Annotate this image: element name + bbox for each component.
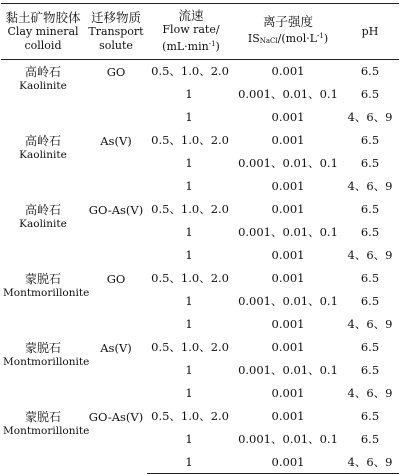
flow-rate-cell: 0.5、1.0、2.0 [151,409,229,423]
header-row [1,4,399,60]
ionic-strength-cell: 0.001、0.01、0.1 [238,87,338,101]
ph-cell: 4、6、9 [347,317,393,331]
header-clay-mineral-en1: Clay mineral [7,24,79,38]
transport-solute-cell: GO [106,65,126,79]
ionic-strength-cell: 0.001 [271,64,305,79]
ionic-strength-cell: 0.001 [271,248,305,262]
clay-mineral-en: Kaolinite [19,217,67,230]
flow-rate-cell: 1 [185,179,193,193]
ionic-strength-cell: 0.001 [271,340,305,354]
flow-rate-cell: 0.5、1.0、2.0 [151,202,229,216]
clay-mineral-cell [1,60,85,129]
table-row [1,198,399,221]
clay-mineral-en: Kaolinite [19,80,67,92]
clay-mineral-cell [1,405,90,474]
table-row [1,267,399,290]
header-ph-label: pH [361,24,379,38]
header-clay-mineral-zh: 黏土矿物胶体 [5,9,81,25]
flow-rate-cell: 1 [147,451,235,474]
flow-rate-cell: 1 [185,294,193,308]
ph-cell: 6.5 [360,64,380,79]
flow-rate-cell: 1 [185,87,193,101]
clay-mineral-cell [1,336,90,405]
header-ionic-strength-zh: 离子强度 [262,14,313,29]
transport-solute-cell: As(Ⅴ) [100,340,132,355]
ionic-strength-cell: 0.001、0.01、0.1 [238,363,338,377]
clay-mineral-zh: 高岭石 [24,202,61,217]
flow-rate-cell: 1 [185,110,193,124]
flow-unit-b: ) [215,40,220,53]
table-row [1,60,399,83]
ph-cell: 4、6、9 [347,179,393,193]
transport-solute-cell: GO [106,271,126,286]
ph-cell: 6.5 [360,363,380,377]
flow-rate-cell: 1 [185,432,193,446]
transport-solute-cell: GO-As(Ⅴ) [88,202,144,217]
header-ph [341,4,399,60]
transport-solute-cell: GO-As(Ⅴ) [88,409,144,424]
clay-mineral-zh: 高岭石 [24,65,61,79]
table-header [1,4,399,60]
clay-mineral-zh: 高岭石 [24,133,61,148]
clay-mineral-zh: 蒙脱石 [24,340,61,355]
header-flow-rate [147,4,235,60]
flow-unit-sup: -1 [208,40,216,48]
header-ionic-strength-unit [237,29,339,48]
ph-cell: 6.5 [360,340,380,354]
flow-rate-cell: 0.5、1.0、2.0 [151,340,229,354]
table-row [1,405,399,428]
ionic-strength-cell: 0.001 [235,451,341,474]
is-unit-c: ) [323,32,329,45]
ionic-strength-cell: 0.001 [271,409,305,423]
clay-mineral-zh: 蒙脱石 [24,409,61,424]
ph-cell: 6.5 [360,156,380,170]
table-body [1,60,399,474]
ionic-strength-cell: 0.001、0.01、0.1 [238,225,338,239]
ionic-strength-cell: 0.001 [271,202,305,216]
ionic-strength-cell: 0.001 [271,271,305,285]
ionic-strength-cell: 0.001 [271,317,305,331]
ionic-strength-cell: 0.001 [271,110,305,124]
ph-cell: 6.5 [360,133,380,147]
is-unit-a: IS [247,32,260,45]
ph-cell: 4、6、9 [347,110,393,124]
flow-rate-cell: 1 [185,156,193,170]
clay-mineral-cell [1,198,85,267]
header-transport-solute-zh: 迁移物质 [90,9,141,25]
ionic-strength-cell: 0.001 [271,179,305,193]
ph-cell: 4、6、9 [341,451,399,474]
clay-mineral-en: Kaolinite [19,148,67,161]
header-transport-solute-en2: solute [99,38,133,52]
flow-rate-cell: 1 [185,248,193,262]
header-ionic-strength [235,4,341,60]
ph-cell: 4、6、9 [347,386,393,400]
ph-cell: 6.5 [360,225,380,239]
ionic-strength-cell: 0.001 [271,133,305,147]
header-clay-mineral [1,4,85,60]
transport-solute-cell: As(Ⅴ) [100,133,132,148]
ionic-strength-cell: 0.001、0.01、0.1 [238,294,338,308]
flow-rate-cell: 1 [185,225,193,239]
ph-cell: 6.5 [360,87,380,101]
ph-cell: 6.5 [360,409,380,423]
is-unit-b: /(mol·L [277,32,318,45]
flow-rate-cell: 1 [185,386,193,400]
ph-cell: 6.5 [360,202,380,216]
ph-cell: 6.5 [360,294,380,308]
ionic-strength-cell: 0.001、0.01、0.1 [238,432,338,446]
is-unit-sub: NaCl [259,37,278,45]
header-transport-solute-en1: Transport [88,24,144,38]
flow-rate-cell: 1 [185,317,193,331]
is-unit-sup: -1 [317,32,324,40]
ph-cell: 6.5 [360,271,380,285]
ph-cell: 4、6、9 [347,248,393,262]
ionic-strength-cell: 0.001 [271,386,305,400]
table-row [1,336,399,359]
flow-rate-cell: 0.5、1.0、2.0 [151,271,229,285]
header-flow-rate-en1: Flow rate/ [162,23,220,36]
clay-mineral-en: Montmorillonite [3,355,90,368]
flow-rate-cell: 1 [185,363,193,377]
header-clay-mineral-en2: colloid [24,38,62,52]
table-row [1,129,399,152]
clay-mineral-zh: 蒙脱石 [24,271,61,286]
clay-mineral-en: Montmorillonite [3,286,90,299]
experiment-conditions-table [1,3,399,474]
ph-cell: 6.5 [360,432,380,446]
flow-unit-a: (mL·min [162,40,209,53]
header-transport-solute [85,4,147,60]
flow-rate-cell: 0.5、1.0、2.0 [151,64,229,79]
clay-mineral-en: Montmorillonite [3,424,90,437]
clay-mineral-cell [1,129,85,198]
flow-rate-cell: 0.5、1.0、2.0 [151,133,229,147]
ionic-strength-cell: 0.001、0.01、0.1 [238,156,338,170]
header-flow-rate-unit [149,37,233,54]
clay-mineral-cell [1,267,90,336]
header-flow-rate-zh: 流速 [178,8,204,23]
